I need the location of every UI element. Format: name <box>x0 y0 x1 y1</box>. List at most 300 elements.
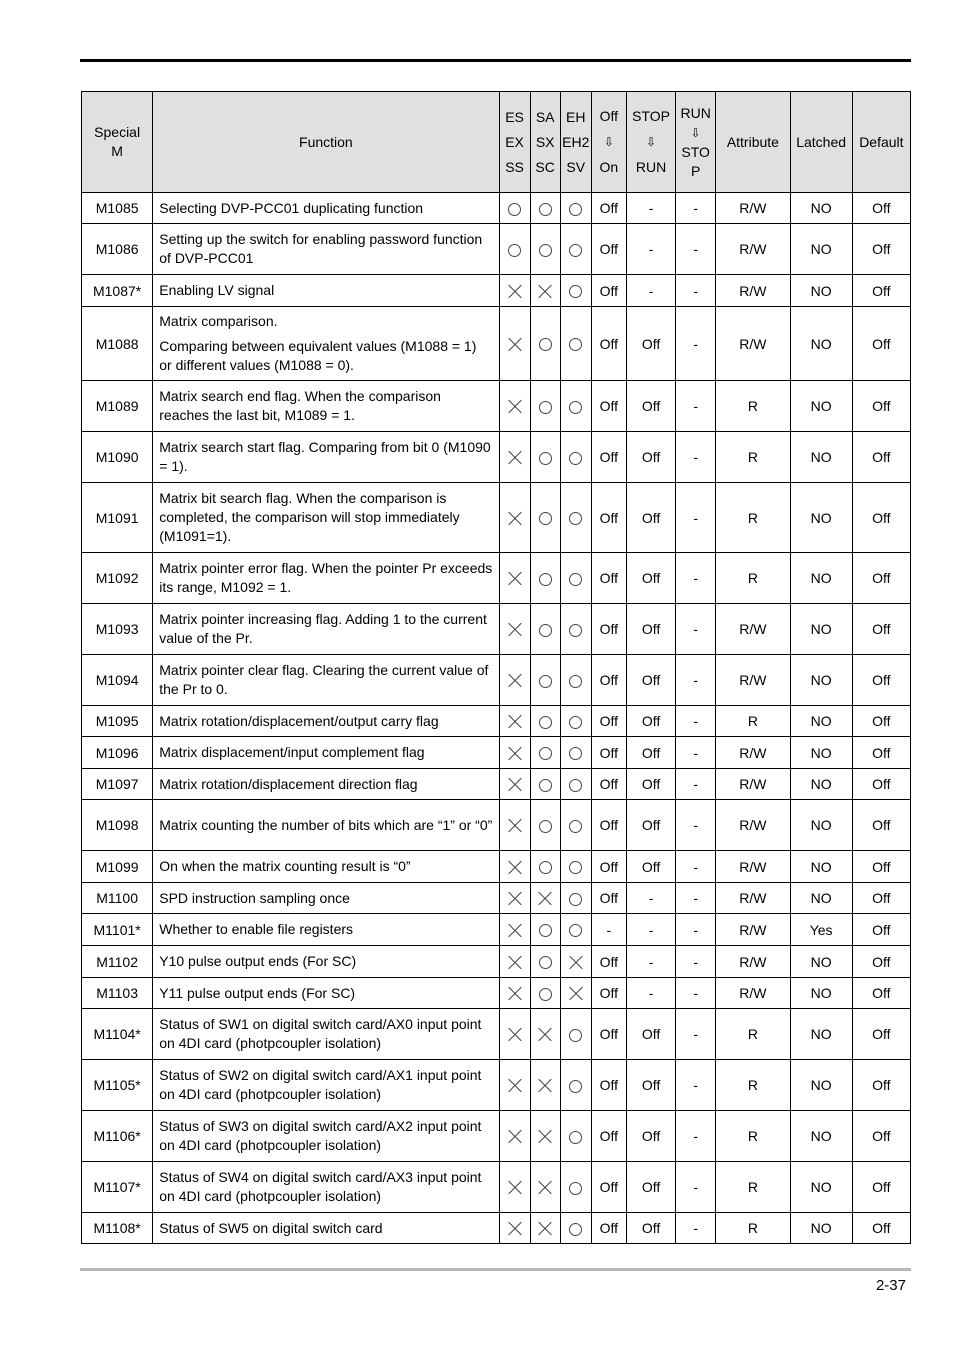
eh-support-cell <box>560 1009 591 1060</box>
es-support-cell <box>499 604 530 655</box>
sa-support-cell <box>530 1162 560 1213</box>
function-text: Y10 pulse output ends (For SC) <box>159 953 357 969</box>
es-support-cell <box>499 224 530 275</box>
function-text: Enabling LV signal <box>159 282 275 298</box>
eh-support-cell <box>560 769 591 800</box>
attribute-cell: R/W <box>716 800 790 851</box>
es-support-cell <box>499 800 530 851</box>
table-header-row <box>82 92 911 193</box>
latched-cell: NO <box>790 381 852 432</box>
cross-icon <box>538 892 552 906</box>
off-on-cell: Off <box>591 1060 626 1111</box>
latched-cell: NO <box>790 275 852 307</box>
sa-support-cell <box>530 275 560 307</box>
eh-support-cell <box>560 946 591 978</box>
sa-support-cell <box>530 706 560 737</box>
cross-icon <box>508 819 522 833</box>
table-row <box>82 307 911 381</box>
latched-cell: NO <box>790 769 852 800</box>
latched-cell: NO <box>790 737 852 769</box>
sa-support-cell <box>530 1060 560 1111</box>
function-text: Matrix search start flag. Comparing from bit 0 (M1090 = 1). <box>159 439 491 474</box>
header-attribute: Attribute <box>716 92 790 193</box>
attribute-cell: R/W <box>716 851 790 883</box>
es-support-cell <box>499 193 530 224</box>
run-stop-cell: - <box>676 800 716 851</box>
table-body <box>82 193 911 1244</box>
es-support-cell <box>499 706 530 737</box>
attribute-cell: R <box>716 1213 790 1244</box>
sa-support-cell <box>530 224 560 275</box>
cross-icon <box>508 512 522 526</box>
run-stop-cell: - <box>676 381 716 432</box>
function-text: Matrix pointer clear flag. Clearing the current value of the Pr to 0. <box>159 662 489 697</box>
table-row <box>82 483 911 553</box>
sa-support-cell <box>530 1009 560 1060</box>
default-cell: Off <box>852 914 910 946</box>
off-on-cell: Off <box>591 275 626 307</box>
special-m-cell: M1086 <box>82 224 153 275</box>
cross-icon <box>538 1130 552 1144</box>
es-support-cell <box>499 553 530 604</box>
default-cell: Off <box>852 946 910 978</box>
latched-cell: NO <box>790 706 852 737</box>
default-cell: Off <box>852 553 910 604</box>
attribute-cell: R <box>716 1009 790 1060</box>
circle-icon <box>569 401 582 414</box>
function-cell <box>153 914 499 946</box>
circle-icon <box>539 675 552 688</box>
off-on-cell: Off <box>591 655 626 706</box>
eh-support-cell <box>560 432 591 483</box>
default-cell: Off <box>852 483 910 553</box>
stop-run-cell: Off <box>626 553 675 604</box>
circle-icon <box>539 244 552 257</box>
default-cell: Off <box>852 851 910 883</box>
special-m-cell: M1097 <box>82 769 153 800</box>
special-m-cell: M1107* <box>82 1162 153 1213</box>
stop-run-cell: Off <box>626 737 675 769</box>
off-on-cell: Off <box>591 224 626 275</box>
sa-support-cell <box>530 604 560 655</box>
function-cell <box>153 553 499 604</box>
circle-icon <box>539 861 552 874</box>
attribute-cell: R <box>716 553 790 604</box>
table-row <box>82 275 911 307</box>
cross-icon <box>508 623 522 637</box>
special-m-cell: M1103 <box>82 978 153 1009</box>
stop-run-cell: Off <box>626 1213 675 1244</box>
latched-cell: NO <box>790 851 852 883</box>
function-text: SPD instruction sampling once <box>159 889 350 906</box>
es-support-cell <box>499 978 530 1009</box>
run-stop-cell: - <box>676 1111 716 1162</box>
function-cell <box>153 307 499 381</box>
attribute-cell: R/W <box>716 307 790 381</box>
default-cell: Off <box>852 769 910 800</box>
latched-cell: NO <box>790 553 852 604</box>
function-text: Matrix rotation/displacement/output carry flag <box>159 712 439 729</box>
cross-icon <box>538 1181 552 1195</box>
circle-icon <box>508 203 521 216</box>
attribute-cell: R/W <box>716 224 790 275</box>
special-m-cell: M1098 <box>82 800 153 851</box>
attribute-cell: R/W <box>716 914 790 946</box>
sa-support-cell <box>530 655 560 706</box>
eh-support-cell <box>560 737 591 769</box>
circle-icon <box>539 624 552 637</box>
run-stop-cell: - <box>676 1009 716 1060</box>
circle-icon <box>539 338 552 351</box>
circle-icon <box>569 1182 582 1195</box>
stop-run-cell: - <box>626 193 675 224</box>
circle-icon <box>508 244 521 257</box>
special-m-cell: M1105* <box>82 1060 153 1111</box>
cross-icon <box>508 572 522 586</box>
function-text: Whether to enable file registers <box>159 921 354 937</box>
special-m-cell: M1093 <box>82 604 153 655</box>
table-row <box>82 706 911 737</box>
off-on-cell: Off <box>591 553 626 604</box>
special-m-cell: M1099 <box>82 851 153 883</box>
run-stop-cell: - <box>676 706 716 737</box>
latched-cell: NO <box>790 604 852 655</box>
special-m-cell: M1094 <box>82 655 153 706</box>
eh-support-cell <box>560 275 591 307</box>
stop-run-cell: - <box>626 883 675 914</box>
sa-support-cell <box>530 851 560 883</box>
header-run-stop: RUN ⇩ STO P <box>676 92 716 193</box>
stop-run-cell: Off <box>626 800 675 851</box>
eh-support-cell <box>560 307 591 381</box>
special-m-cell: M1088 <box>82 307 153 381</box>
special-m-cell: M1085 <box>82 193 153 224</box>
special-m-cell: M1101* <box>82 914 153 946</box>
latched-cell: NO <box>790 432 852 483</box>
circle-icon <box>569 1029 582 1042</box>
circle-icon <box>539 956 552 969</box>
header-latched: Latched <box>790 92 852 193</box>
eh-support-cell <box>560 655 591 706</box>
cross-icon <box>508 451 522 465</box>
special-m-cell: M1091 <box>82 483 153 553</box>
run-stop-cell: - <box>676 193 716 224</box>
default-cell: Off <box>852 1111 910 1162</box>
circle-icon <box>539 779 552 792</box>
latched-cell: NO <box>790 1111 852 1162</box>
latched-cell: NO <box>790 307 852 381</box>
table-row <box>82 1009 911 1060</box>
special-m-cell: M1096 <box>82 737 153 769</box>
latched-cell: NO <box>790 224 852 275</box>
circle-icon <box>539 452 552 465</box>
function-text: Status of SW3 on digital switch card/AX2 input point on 4DI card (photpcoupler isolation) <box>159 1118 482 1153</box>
es-support-cell <box>499 883 530 914</box>
es-support-cell <box>499 737 530 769</box>
sa-support-cell <box>530 1111 560 1162</box>
circle-icon <box>569 244 582 257</box>
sa-support-cell <box>530 978 560 1009</box>
es-support-cell <box>499 1213 530 1244</box>
eh-support-cell <box>560 381 591 432</box>
stop-run-cell: Off <box>626 432 675 483</box>
latched-cell: NO <box>790 1009 852 1060</box>
run-stop-cell: - <box>676 1060 716 1111</box>
sa-support-cell <box>530 483 560 553</box>
cross-icon <box>508 1130 522 1144</box>
off-on-cell: Off <box>591 769 626 800</box>
es-support-cell <box>499 1009 530 1060</box>
function-cell <box>153 800 499 851</box>
latched-cell: NO <box>790 800 852 851</box>
table-row <box>82 381 911 432</box>
header-special-m: Special M <box>82 92 153 193</box>
attribute-cell: R <box>716 1162 790 1213</box>
sa-support-cell <box>530 769 560 800</box>
latched-cell: NO <box>790 483 852 553</box>
table-row <box>82 1162 911 1213</box>
off-on-cell: Off <box>591 432 626 483</box>
es-support-cell <box>499 851 530 883</box>
eh-support-cell <box>560 1111 591 1162</box>
off-on-cell: Off <box>591 193 626 224</box>
function-cell <box>153 604 499 655</box>
run-stop-cell: - <box>676 604 716 655</box>
attribute-cell: R/W <box>716 978 790 1009</box>
function-cell <box>153 1009 499 1060</box>
header-eh-eh2-sv: EH EH2 SV <box>560 92 591 193</box>
default-cell: Off <box>852 381 910 432</box>
cross-icon <box>508 1079 522 1093</box>
circle-icon <box>569 820 582 833</box>
latched-cell: NO <box>790 883 852 914</box>
cross-icon <box>508 1028 522 1042</box>
circle-icon <box>539 820 552 833</box>
run-stop-cell: - <box>676 553 716 604</box>
off-on-cell: Off <box>591 737 626 769</box>
sa-support-cell <box>530 914 560 946</box>
eh-support-cell <box>560 1162 591 1213</box>
cross-icon <box>508 861 522 875</box>
table-row <box>82 604 911 655</box>
eh-support-cell <box>560 604 591 655</box>
default-cell: Off <box>852 275 910 307</box>
default-cell: Off <box>852 655 910 706</box>
circle-icon <box>569 861 582 874</box>
function-text: Matrix displacement/input complement flag <box>159 744 425 760</box>
table-row <box>82 978 911 1009</box>
stop-run-cell: - <box>626 275 675 307</box>
function-cell <box>153 193 499 224</box>
stop-run-cell: Off <box>626 1009 675 1060</box>
circle-icon <box>569 1131 582 1144</box>
special-m-cell: M1090 <box>82 432 153 483</box>
function-cell <box>153 275 499 307</box>
default-cell: Off <box>852 193 910 224</box>
default-cell: Off <box>852 224 910 275</box>
function-cell <box>153 978 499 1009</box>
function-text: Matrix pointer increasing flag. Adding 1 to the current value of the Pr. <box>159 611 487 646</box>
eh-support-cell <box>560 914 591 946</box>
special-m-cell: M1106* <box>82 1111 153 1162</box>
cross-icon <box>508 747 522 761</box>
special-m-cell: M1092 <box>82 553 153 604</box>
es-support-cell <box>499 307 530 381</box>
off-on-cell: Off <box>591 307 626 381</box>
function-cell <box>153 737 499 769</box>
function-text: Status of SW5 on digital switch card <box>159 1219 383 1236</box>
cross-icon <box>508 1181 522 1195</box>
table-row <box>82 914 911 946</box>
default-cell: Off <box>852 883 910 914</box>
run-stop-cell: - <box>676 883 716 914</box>
circle-icon <box>569 747 582 760</box>
stop-run-cell: Off <box>626 483 675 553</box>
stop-run-cell: Off <box>626 706 675 737</box>
circle-icon <box>539 924 552 937</box>
cross-icon <box>508 987 522 1001</box>
attribute-cell: R <box>716 1111 790 1162</box>
stop-run-cell: Off <box>626 307 675 381</box>
default-cell: Off <box>852 604 910 655</box>
function-text: Matrix search end flag. When the comparison reaches the last bit, M1089 = 1. <box>159 388 441 423</box>
sa-support-cell <box>530 307 560 381</box>
table-row <box>82 883 911 914</box>
function-cell <box>153 1213 499 1244</box>
eh-support-cell <box>560 800 591 851</box>
function-cell <box>153 483 499 553</box>
eh-support-cell <box>560 1060 591 1111</box>
cross-icon <box>569 956 583 970</box>
header-off-on: Off ⇩ On <box>591 92 626 193</box>
eh-support-cell <box>560 883 591 914</box>
latched-cell: Yes <box>790 914 852 946</box>
attribute-cell: R/W <box>716 737 790 769</box>
sa-support-cell <box>530 432 560 483</box>
run-stop-cell: - <box>676 1213 716 1244</box>
cross-icon <box>508 338 522 352</box>
run-stop-cell: - <box>676 851 716 883</box>
attribute-cell: R <box>716 483 790 553</box>
function-text: Setting up the switch for enabling password function of DVP-PCC01 <box>159 231 483 266</box>
latched-cell: NO <box>790 655 852 706</box>
stop-run-cell: Off <box>626 655 675 706</box>
cross-icon <box>508 715 522 729</box>
off-on-cell: - <box>591 914 626 946</box>
function-cell <box>153 769 499 800</box>
eh-support-cell <box>560 553 591 604</box>
run-stop-cell: - <box>676 307 716 381</box>
special-m-cell: M1108* <box>82 1213 153 1244</box>
stop-run-cell: - <box>626 914 675 946</box>
sa-support-cell <box>530 381 560 432</box>
special-m-cell: M1102 <box>82 946 153 978</box>
es-support-cell <box>499 946 530 978</box>
table-row <box>82 737 911 769</box>
attribute-cell: R <box>716 381 790 432</box>
sa-support-cell <box>530 883 560 914</box>
cross-icon <box>508 285 522 299</box>
run-stop-cell: - <box>676 224 716 275</box>
table-row <box>82 553 911 604</box>
function-text: Status of SW1 on digital switch card/AX0 input point on 4DI card (photpcoupler isolation) <box>159 1016 482 1051</box>
es-support-cell <box>499 914 530 946</box>
circle-icon <box>569 338 582 351</box>
stop-run-cell: Off <box>626 851 675 883</box>
run-stop-cell: - <box>676 737 716 769</box>
attribute-cell: R/W <box>716 275 790 307</box>
default-cell: Off <box>852 978 910 1009</box>
eh-support-cell <box>560 851 591 883</box>
sa-support-cell <box>530 737 560 769</box>
table-row <box>82 769 911 800</box>
page-number: 2-37 <box>875 1277 906 1294</box>
es-support-cell <box>499 483 530 553</box>
circle-icon <box>569 573 582 586</box>
stop-run-cell: - <box>626 946 675 978</box>
attribute-cell: R/W <box>716 883 790 914</box>
cross-icon <box>538 1222 552 1236</box>
function-cell <box>153 946 499 978</box>
default-cell: Off <box>852 737 910 769</box>
stop-run-cell: - <box>626 978 675 1009</box>
circle-icon <box>569 624 582 637</box>
function-text: Matrix rotation/displacement direction flag <box>159 775 418 792</box>
attribute-cell: R/W <box>716 769 790 800</box>
function-text: Status of SW4 on digital switch card/AX3 input point on 4DI card (photpcoupler isolation) <box>159 1169 482 1204</box>
es-support-cell <box>499 1060 530 1111</box>
top-rule <box>80 59 911 62</box>
run-stop-cell: - <box>676 946 716 978</box>
function-text: Matrix counting the number of bits which are “1” or “0” <box>159 816 493 833</box>
run-stop-cell: - <box>676 432 716 483</box>
bottom-rule <box>80 1268 911 1271</box>
function-text: On when the matrix counting result is “0” <box>159 858 411 874</box>
off-on-cell: Off <box>591 604 626 655</box>
es-support-cell <box>499 769 530 800</box>
off-on-cell: Off <box>591 1009 626 1060</box>
table-row <box>82 432 911 483</box>
attribute-cell: R <box>716 1060 790 1111</box>
circle-icon <box>539 401 552 414</box>
function-text: Matrix bit search flag. When the comparison is completed, the comparison will stop immediately (M1091=1). <box>159 490 460 544</box>
circle-icon <box>569 452 582 465</box>
circle-icon <box>569 203 582 216</box>
sa-support-cell <box>530 553 560 604</box>
circle-icon <box>569 512 582 525</box>
attribute-cell: R <box>716 706 790 737</box>
off-on-cell: Off <box>591 1213 626 1244</box>
table-row <box>82 1060 911 1111</box>
table-row <box>82 1213 911 1244</box>
run-stop-cell: - <box>676 1162 716 1213</box>
stop-run-cell: Off <box>626 1111 675 1162</box>
special-m-cell: M1095 <box>82 706 153 737</box>
eh-support-cell <box>560 224 591 275</box>
run-stop-cell: - <box>676 275 716 307</box>
latched-cell: NO <box>790 978 852 1009</box>
cross-icon <box>538 1079 552 1093</box>
header-function: Function <box>153 92 499 193</box>
function-cell <box>153 432 499 483</box>
run-stop-cell: - <box>676 769 716 800</box>
off-on-cell: Off <box>591 483 626 553</box>
header-stop-run: STOP ⇩ RUN <box>626 92 675 193</box>
sa-support-cell <box>530 946 560 978</box>
table-row <box>82 224 911 275</box>
eh-support-cell <box>560 483 591 553</box>
function-text: Comparing between equivalent values (M1088 = 1) or different values (M1088 = 0). <box>159 338 477 373</box>
